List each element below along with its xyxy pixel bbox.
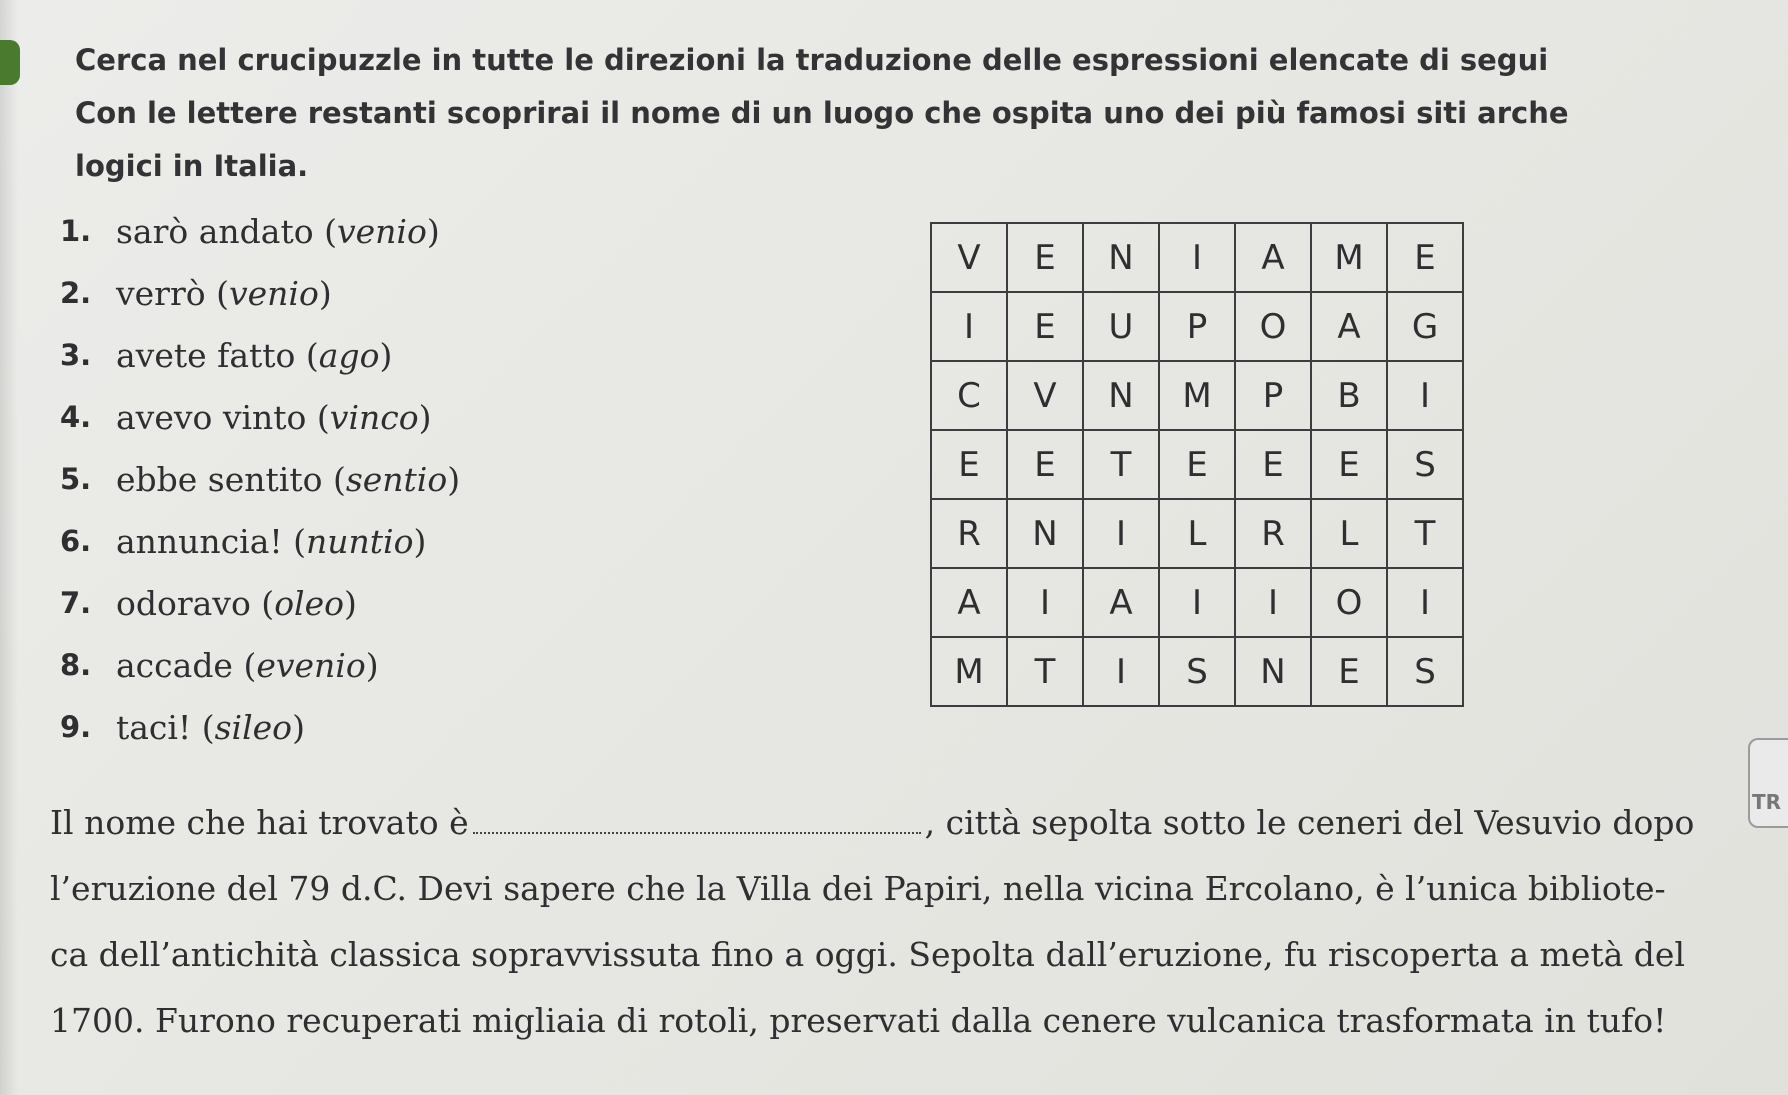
item-number: 7. — [60, 586, 92, 620]
grid-cell: E — [1235, 430, 1311, 499]
grid-cell: S — [1159, 637, 1235, 706]
item-close-paren: ) — [413, 521, 427, 561]
answer-line-3: ca dell’antichità classica sopravvissuta fino a oggi. Sepolta dall’eruzione, fu riscoperta a metà del — [50, 935, 1686, 974]
side-box-label: TR — [1752, 790, 1782, 814]
answer-line-2: l’eruzione del 79 d.C. Devi sapere che la Villa dei Papiri, nella vicina Ercolano, è l’unica bibliote- — [50, 869, 1666, 908]
grid-cell: M — [1311, 223, 1387, 292]
exercise-instructions — [75, 34, 1755, 193]
grid-cell: V — [1007, 361, 1083, 430]
instructions-line-2: Con le lettere restanti scoprirai il nome di un luogo che ospita uno dei più famosi siti arche — [75, 96, 1569, 130]
list-item — [60, 696, 480, 758]
item-number: 6. — [60, 524, 92, 558]
grid-cell: E — [1159, 430, 1235, 499]
item-number: 9. — [60, 710, 92, 744]
grid-cell: I — [1007, 568, 1083, 637]
grid-cell: A — [1235, 223, 1311, 292]
item-close-paren: ) — [365, 645, 379, 685]
item-number: 4. — [60, 400, 92, 434]
list-item — [60, 324, 480, 386]
instructions-line-3: logici in Italia. — [75, 149, 309, 183]
answer-intro: Il nome che hai trovato è — [50, 803, 469, 842]
item-latin-verb: oleo — [274, 583, 345, 623]
grid-cell: R — [1235, 499, 1311, 568]
item-number: 2. — [60, 276, 92, 310]
instructions-line-1: Cerca nel crucipuzzle in tutte le direzioni la traduzione delle espressioni elencate di segui — [75, 43, 1549, 77]
list-item — [60, 448, 480, 510]
grid-row — [931, 292, 1463, 361]
side-box — [1748, 738, 1788, 828]
list-item — [60, 200, 480, 262]
grid-cell: I — [1387, 568, 1463, 637]
grid-cell: O — [1311, 568, 1387, 637]
grid-cell: A — [1311, 292, 1387, 361]
item-latin-verb: evenio — [256, 645, 366, 685]
item-expression: taci! ( — [116, 707, 215, 747]
item-close-paren: ) — [379, 335, 393, 375]
grid-cell: P — [1159, 292, 1235, 361]
item-expression: avete fatto ( — [116, 335, 319, 375]
item-expression: verrò ( — [116, 273, 229, 313]
grid-cell: T — [1083, 430, 1159, 499]
grid-cell: I — [1159, 568, 1235, 637]
grid-cell: E — [1311, 430, 1387, 499]
item-close-paren: ) — [418, 397, 432, 437]
grid-row — [931, 637, 1463, 706]
grid-row — [931, 223, 1463, 292]
item-latin-verb: venio — [336, 211, 427, 251]
green-edge-tab — [0, 40, 20, 85]
item-expression: annuncia! ( — [116, 521, 307, 561]
item-expression: accade ( — [116, 645, 257, 685]
grid-cell: N — [1083, 361, 1159, 430]
item-number: 3. — [60, 338, 92, 372]
item-close-paren: ) — [344, 583, 357, 623]
item-expression: avevo vinto ( — [116, 397, 330, 437]
word-search-grid — [930, 222, 1464, 707]
item-latin-verb: sileo — [214, 707, 293, 747]
answer-line-1 — [50, 790, 1750, 856]
grid-cell: A — [931, 568, 1007, 637]
grid-cell: O — [1235, 292, 1311, 361]
grid-cell: S — [1387, 637, 1463, 706]
item-close-paren: ) — [426, 211, 440, 251]
grid-cell: U — [1083, 292, 1159, 361]
item-expression: ebbe sentito ( — [116, 459, 346, 499]
grid-cell: E — [1007, 430, 1083, 499]
item-latin-verb: venio — [228, 273, 319, 313]
item-close-paren: ) — [292, 707, 305, 747]
answer-blank[interactable] — [473, 810, 921, 834]
grid-cell: E — [1007, 223, 1083, 292]
grid-cell: L — [1159, 499, 1235, 568]
grid-cell: I — [1387, 361, 1463, 430]
grid-cell: A — [1083, 568, 1159, 637]
grid-cell: N — [1007, 499, 1083, 568]
grid-cell: I — [931, 292, 1007, 361]
grid-cell: I — [1235, 568, 1311, 637]
page-binding-shadow — [0, 0, 18, 1095]
item-latin-verb: sentio — [345, 459, 448, 499]
grid-cell: S — [1387, 430, 1463, 499]
grid-cell: N — [1235, 637, 1311, 706]
grid-cell: G — [1387, 292, 1463, 361]
grid-cell: I — [1159, 223, 1235, 292]
item-expression: odoravo ( — [116, 583, 275, 623]
item-latin-verb: ago — [318, 335, 380, 375]
answer-after-blank: , città sepolta sotto le ceneri del Vesuvio dopo — [924, 803, 1695, 842]
grid-cell: B — [1311, 361, 1387, 430]
item-expression: sarò andato ( — [116, 211, 337, 251]
list-item — [60, 262, 480, 324]
grid-cell: M — [931, 637, 1007, 706]
grid-cell: I — [1083, 499, 1159, 568]
grid-row — [931, 430, 1463, 499]
list-item — [60, 572, 480, 634]
expression-list — [60, 200, 480, 758]
grid-cell: M — [1159, 361, 1235, 430]
list-item — [60, 510, 480, 572]
grid-cell: E — [1387, 223, 1463, 292]
grid-cell: T — [1007, 637, 1083, 706]
item-latin-verb: vinco — [329, 397, 419, 437]
answer-line-4: 1700. Furono recuperati migliaia di rotoli, preservati dalla cenere vulcanica trasformata in tufo! — [50, 1001, 1667, 1040]
item-number: 8. — [60, 648, 92, 682]
grid-cell: C — [931, 361, 1007, 430]
grid-cell: I — [1083, 637, 1159, 706]
item-close-paren: ) — [318, 273, 332, 313]
list-item — [60, 386, 480, 448]
grid-row — [931, 361, 1463, 430]
grid-cell: L — [1311, 499, 1387, 568]
grid-cell: E — [931, 430, 1007, 499]
list-item — [60, 634, 480, 696]
grid-cell: E — [1007, 292, 1083, 361]
item-number: 1. — [60, 214, 92, 248]
grid-row — [931, 499, 1463, 568]
grid-cell: T — [1387, 499, 1463, 568]
grid-row — [931, 568, 1463, 637]
grid-cell: P — [1235, 361, 1311, 430]
answer-paragraph — [50, 790, 1750, 1054]
grid-cell: N — [1083, 223, 1159, 292]
item-latin-verb: nuntio — [306, 521, 414, 561]
grid-cell: V — [931, 223, 1007, 292]
grid-cell: E — [1311, 637, 1387, 706]
item-number: 5. — [60, 462, 92, 496]
item-close-paren: ) — [447, 459, 461, 499]
grid-cell: R — [931, 499, 1007, 568]
